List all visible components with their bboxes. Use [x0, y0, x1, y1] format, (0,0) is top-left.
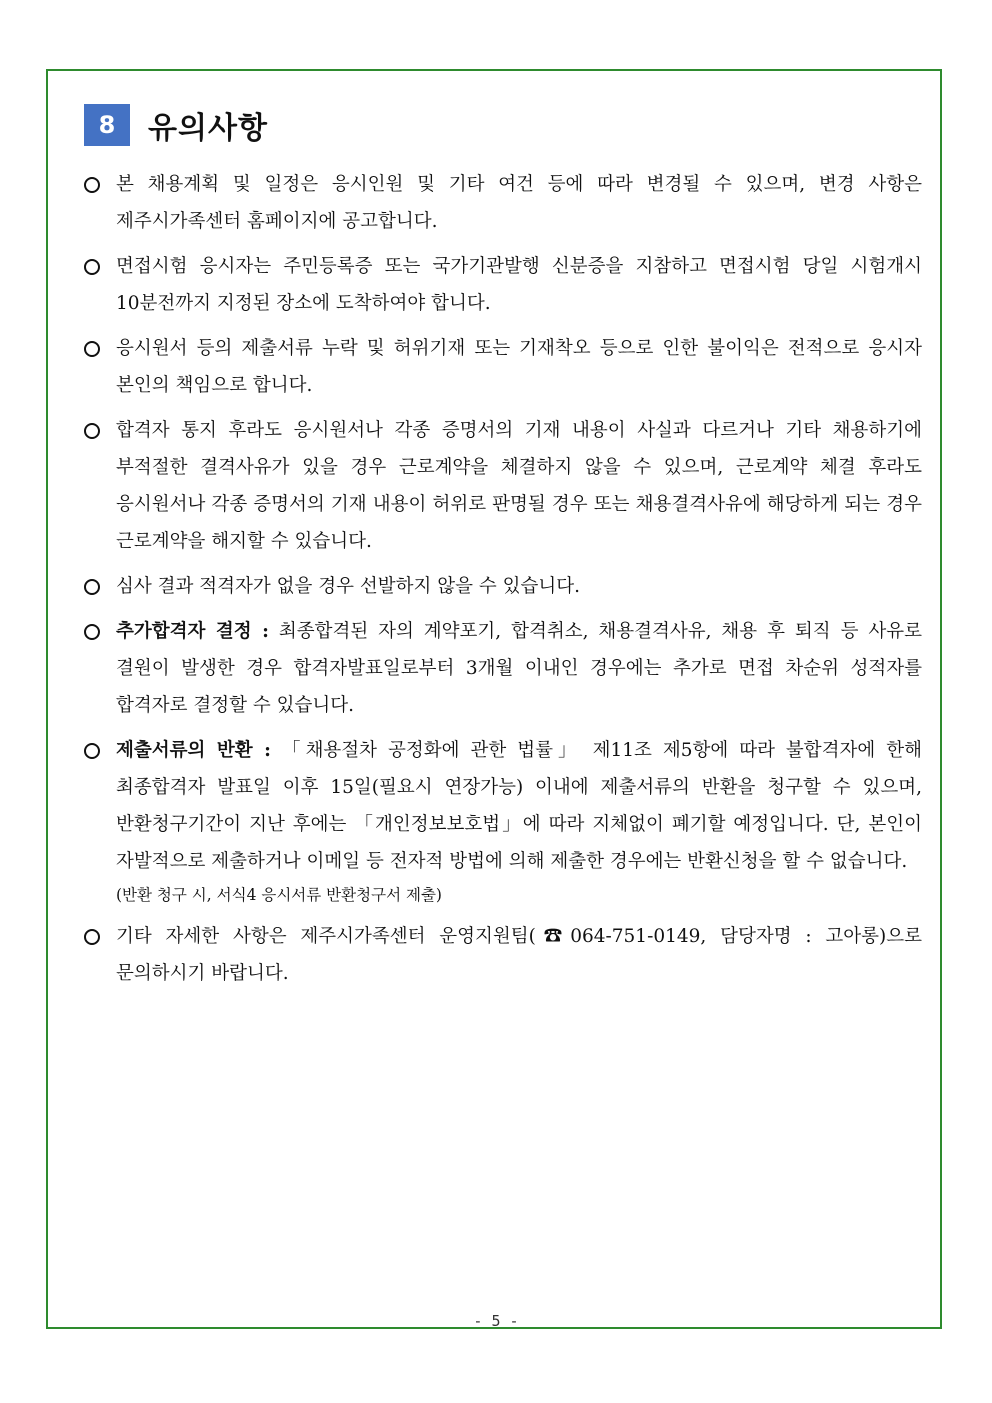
notice-subnote: (반환 청구 시, 서식4 응시서류 반환청구서 제출) [116, 886, 442, 904]
notice-list [82, 166, 922, 1000]
notice-item-schedule-change [82, 166, 922, 240]
notice-item-interview-id [82, 248, 922, 322]
notice-text: 심사 결과 적격자가 없을 경우 선발하지 않을 수 있습니다. [116, 576, 580, 597]
notice-item-disqualification [82, 412, 922, 560]
notice-item-contact [82, 918, 922, 992]
page-number: - 5 - [473, 1312, 519, 1330]
circle-bullet-icon [84, 259, 100, 275]
notice-item-title: 제출서류의 반환 : [116, 740, 271, 761]
notice-text: 응시원서 등의 제출서류 누락 및 허위기재 또는 기재착오 등으로 인한 불이익은 전적으로 응시자 본인의 책임으로 합니다. [116, 338, 922, 396]
notice-text: 「채용절차 공정화에 관한 법률」 제11조 제5항에 따라 불합격자에 한해 최종합격자 발표일 이후 15일(필요시 연장가능) 이내에 제출서류의 반환을 청구할 수 있으며, 반환청구기간이 지난 후에는 「개인정보보호법」에 따라 지체없이 폐기할 예정입니다. 단, 본인이 자발적으로 제출하거나 이메일 등 전자적 방법에 의해 제출한 경우에는 반환신청을 할 수 없습니다. [116, 740, 922, 872]
section-header [84, 104, 268, 146]
notice-item-additional-pass [82, 613, 922, 724]
notice-item-document-return [82, 732, 922, 910]
circle-bullet-icon [84, 423, 100, 439]
circle-bullet-icon [84, 929, 100, 945]
notice-text: 기타 자세한 사항은 제주시가족센터 운영지원팀(☎064-751-0149, 담당자명 : 고아롱)으로 문의하시기 바랍니다. [116, 926, 922, 984]
circle-bullet-icon [84, 177, 100, 193]
notice-text: 본 채용계획 및 일정은 응시인원 및 기타 여건 등에 따라 변경될 수 있으며, 변경 사항은 제주시가족센터 홈페이지에 공고합니다. [116, 174, 922, 232]
section-number-badge: 8 [84, 104, 130, 146]
notice-text: 최종합격된 자의 계약포기, 합격취소, 채용결격사유, 채용 후 퇴직 등 사유로 결원이 발생한 경우 합격자발표일로부터 3개월 이내인 경우에는 추가로 면접 차순위 성적자를 합격자로 결정할 수 있습니다. [116, 621, 922, 716]
notice-item-title: 추가합격자 결정 : [116, 621, 269, 642]
circle-bullet-icon [84, 579, 100, 595]
section-title: 유의사항 [148, 111, 268, 146]
notice-item-no-qualified [82, 568, 922, 605]
circle-bullet-icon [84, 624, 100, 640]
circle-bullet-icon [84, 341, 100, 357]
notice-text: 합격자 통지 후라도 응시원서나 각종 증명서의 기재 내용이 사실과 다르거나 기타 채용하기에 부적절한 결격사유가 있을 경우 근로계약을 체결하지 않을 수 있으며, 근로계약 체결 후라도 응시원서나 각종 증명서의 기재 내용이 허위로 판명될 경우 또는 채용결격사유에 해당하게 되는 경우 근로계약을 해지할 수 있습니다. [116, 420, 922, 552]
notice-text: 면접시험 응시자는 주민등록증 또는 국가기관발행 신분증을 지참하고 면접시험 당일 시험개시 10분전까지 지정된 장소에 도착하여야 합니다. [116, 256, 922, 314]
circle-bullet-icon [84, 743, 100, 759]
notice-item-document-responsibility [82, 330, 922, 404]
